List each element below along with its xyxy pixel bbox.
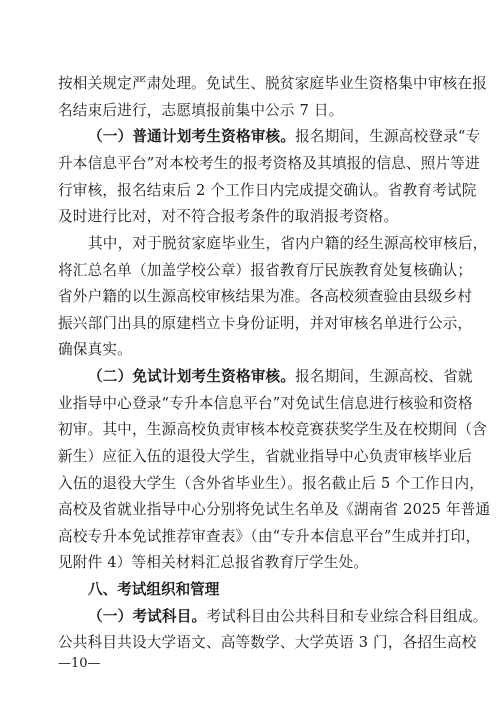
text-line: 入伍的退役大学生（含外省毕业生）。报名截止后 5 个工作日内， (58, 475, 485, 492)
text-line: 其中，对于脱贫家庭毕业生，省内户籍的经生源高校审核后， (88, 235, 488, 252)
text-line: 新生）应征入伍的退役大学生，省就业指导中心负责审核毕业后 (58, 448, 473, 465)
text-line: 初审。其中，生源高校负责审核本校竞赛获奖学生及在校期间（含 (58, 421, 488, 438)
text-line: 省外户籍的以生源高校审核结果为准。各高校须查验由县级乡村 (58, 288, 473, 305)
text-line: 将汇总名单（加盖学校公章）报省教育厅民族教育处复核确认； (58, 262, 473, 279)
text-fragment: 报名期间，生源高校、省就 (295, 368, 473, 385)
text-line: 振兴部门出具的原建档立卡身份证明，并对审核名单进行公示， (58, 315, 473, 332)
section-heading: 八、考试组织和管理 (88, 581, 220, 598)
text-line (88, 127, 481, 147)
text-line: 业指导中心登录“专升本信息平台”对免试生信息进行核验和资格 (58, 395, 473, 412)
text-line: 名结束后进行，志愿填报前集中公示 7 日。 (58, 102, 344, 119)
text-line: 公共科目共设大学语文、高等数学、大学英语 3 门，各招生高校 (58, 634, 477, 651)
page-number: —10— (58, 656, 101, 671)
text-line: 高校及省就业指导中心分别将免试生名单及《湖南省 2025 年普通 (58, 501, 491, 518)
text-line: 高校专升本免试推荐审查表》（由“专升本信息平台”生成并打印， (58, 528, 481, 545)
section-subheading: （一）考试科目。 (88, 608, 207, 625)
text-line: 行审核，报名结束后 2 个工作日内完成提交确认。省教育考试院 (58, 182, 477, 199)
text-line (88, 367, 473, 387)
text-fragment: 报名期间，生源高校登录“专 (295, 128, 481, 145)
section-subheading: （二）免试计划考生资格审核。 (88, 368, 296, 385)
text-fragment: 考试科目由公共科目和专业综合科目组成。 (206, 608, 488, 625)
text-line: 按相关规定严肃处理。免试生、脱贫家庭毕业生资格集中审核在报 (58, 75, 488, 92)
text-line: 及时进行比对，对不符合报考条件的取消报考资格。 (58, 208, 399, 225)
section-subheading: （一）普通计划考生资格审核。 (88, 128, 296, 145)
text-line (88, 607, 488, 627)
text-line: 见附件 4）等相关材料汇总报省教育厅学生处。 (58, 554, 369, 571)
text-line: 升本信息平台”对本校考生的报考资格及其填报的信息、照片等进 (58, 155, 480, 172)
text-line: 确保真实。 (58, 341, 132, 358)
